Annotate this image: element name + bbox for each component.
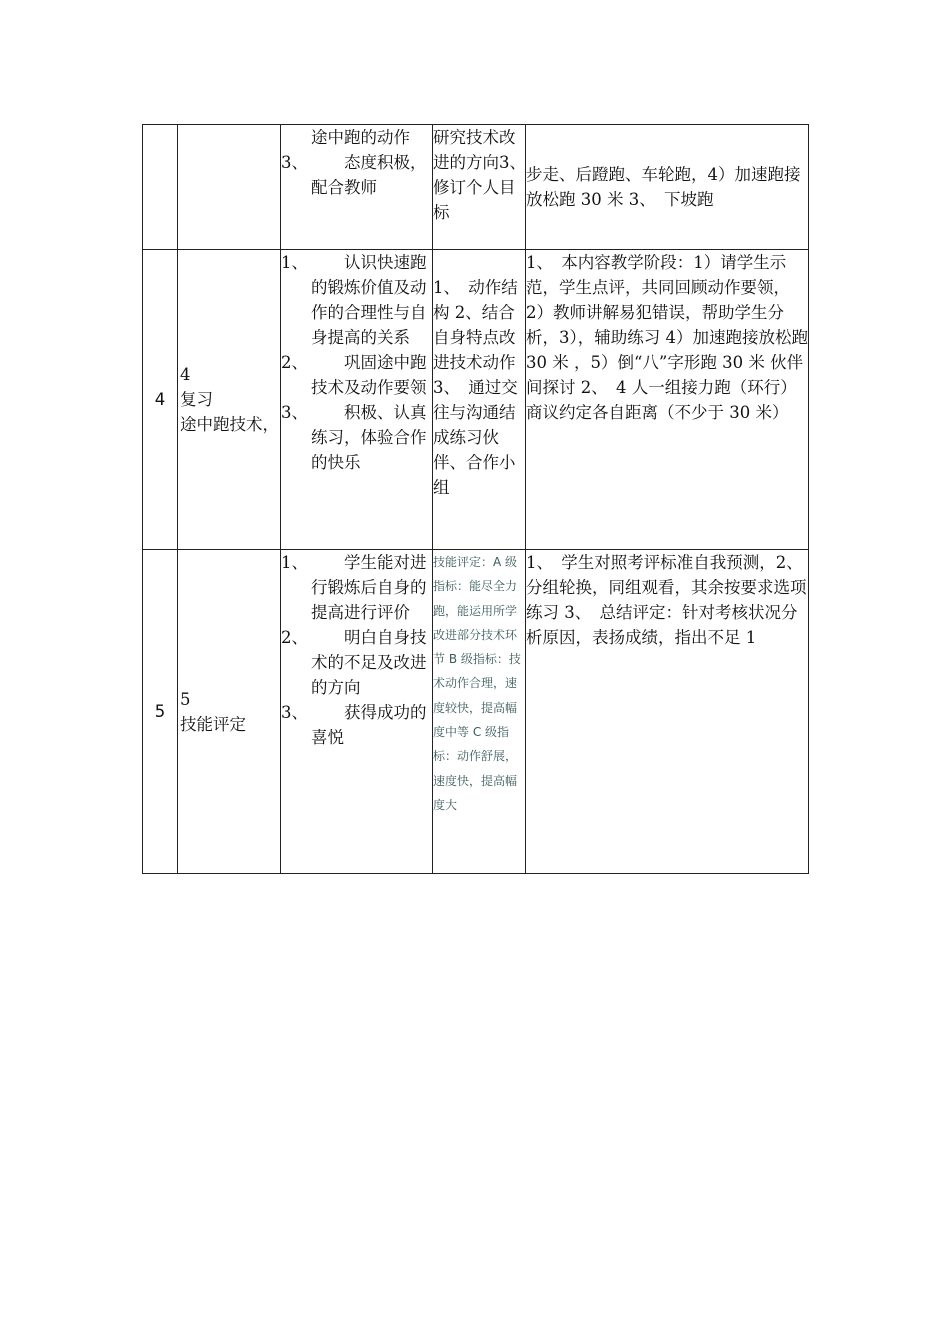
- goals-cell: [281, 125, 433, 250]
- key-points-cell: [433, 125, 535, 250]
- goal-number: 1、: [281, 253, 308, 272]
- goal-item: [281, 250, 432, 350]
- goals-cell: [281, 550, 433, 874]
- lesson-title-number: 4: [180, 365, 191, 384]
- goal-number: 1、: [281, 553, 308, 572]
- lesson-title-cell: [178, 250, 281, 550]
- process-cell: [526, 250, 809, 550]
- goal-text: 途中跑的动作: [311, 128, 410, 147]
- goal-text: 学生能对进行锻炼后自身的提高进行评价: [311, 553, 427, 622]
- goal-item: [281, 350, 432, 400]
- lesson-index-cell: [143, 125, 178, 250]
- key-points-cell: [433, 250, 526, 550]
- goal-text: 巩固途中跑技术及动作要领: [311, 353, 427, 397]
- lesson-title-line: 复习: [180, 390, 213, 409]
- goal-text: 积极、认真练习，体验合作的快乐: [311, 403, 427, 472]
- goal-item: [281, 700, 432, 750]
- process-text: 1、 本内容教学阶段：1）请学生示范，学生点评，共同回顾动作要领，2）教师讲解易犯错误，帮助学生分析，3），辅助练习 4）加速跑接放松跑 30 米 ，5）倒“八”字形跑 30 米 伙伴间探讨 2、 4 人一组接力跑（环行） 商议约定各自距离（不少于 30 米）: [526, 253, 808, 422]
- goal-text: 态度积极，配合教师: [311, 153, 427, 197]
- lesson-plan-table: [142, 124, 809, 874]
- process-text: 步走、后蹬跑、车轮跑，4）加速跑接放松跑 30 米 3、 下坡跑: [526, 165, 801, 209]
- key-points-text: 1、 动作结构 2、结合自身特点改进技术动作3、 通过交往与沟通结成练习伙伴、合作小组: [433, 278, 518, 497]
- goal-item: [281, 125, 432, 150]
- goal-number: 3、: [281, 153, 308, 172]
- process-cell: [526, 125, 809, 250]
- process-cell: [526, 550, 809, 874]
- goal-text: 认识快速跑的锻炼价值及动作的合理性与自身提高的关系: [311, 253, 427, 347]
- lesson-title-cell: [178, 125, 281, 250]
- goal-item: [281, 550, 432, 625]
- goal-number: 3、: [281, 403, 308, 422]
- lesson-title-cell: [178, 550, 281, 874]
- goal-number: 3、: [281, 703, 308, 722]
- goal-number: 2、: [281, 628, 308, 647]
- goal-text: 获得成功的喜悦: [311, 703, 427, 747]
- goal-text: 明白自身技术的不足及改进的方向: [311, 628, 427, 697]
- table-row: [143, 250, 809, 550]
- process-text: 1、 学生对照考评标准自我预测，2、 分组轮换，同组观看，其余按要求选项练习 3、 总结评定：针对考核状况分析原因，表扬成绩，指出不足 1: [526, 553, 811, 647]
- assessment-criteria-text: 技能评定：A 级指标：能尽全力跑，能运用所学改进部分技术环节 B 级指标：技术动作合理，速度较快，提高幅度中等 C 级指标：动作舒展，速度快，提高幅度大: [433, 555, 521, 812]
- goal-number: 2、: [281, 353, 308, 372]
- key-points-cell: [433, 550, 526, 874]
- goal-item: [281, 150, 432, 200]
- lesson-title-line: 技能评定: [180, 714, 246, 734]
- goal-item: [281, 400, 432, 475]
- lesson-title-line: 途中跑技术，: [180, 415, 279, 434]
- table-row: [143, 550, 809, 874]
- lesson-title-number: 5: [180, 689, 191, 709]
- goal-item: [281, 625, 432, 700]
- goals-cell: [281, 250, 433, 550]
- lesson-index: 5: [143, 550, 178, 874]
- key-points-text: 研究技术改进的方向3、 修订个人目标: [433, 128, 535, 222]
- lesson-index: 4: [143, 250, 178, 550]
- table-row: [143, 125, 809, 250]
